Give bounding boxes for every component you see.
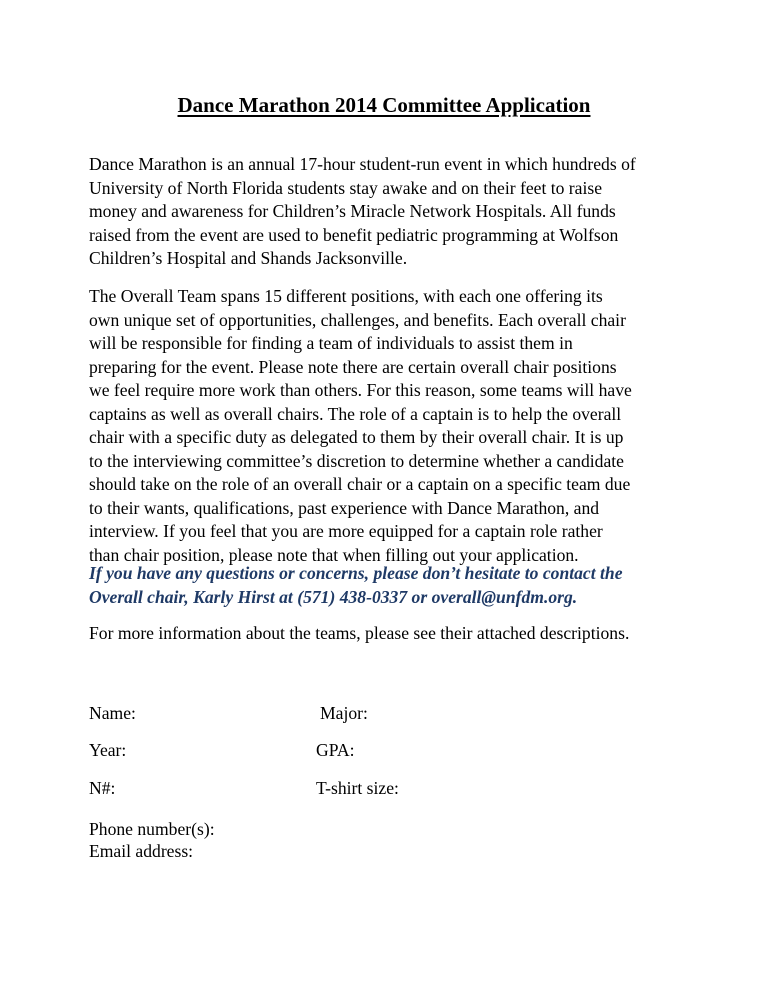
gpa-label: GPA: bbox=[316, 740, 355, 760]
paragraph-line: should take on the role of an overall chair or a captain on a specific team due bbox=[89, 474, 631, 494]
major-label: Major: bbox=[320, 703, 368, 723]
paragraph-line: will be responsible for finding a team of individuals to assist them in bbox=[89, 333, 573, 353]
document-title: Dance Marathon 2014 Committee Application bbox=[177, 93, 591, 117]
intro-paragraph bbox=[89, 153, 689, 271]
more-info-paragraph bbox=[89, 622, 689, 646]
paragraph-line: interview. If you feel that you are more equipped for a captain role rather bbox=[89, 521, 603, 541]
paragraph-line: money and awareness for Children’s Miracle Network Hospitals. All funds bbox=[89, 201, 616, 221]
paragraph-line: than chair position, please note that when filling out your application. bbox=[89, 544, 579, 565]
paragraph-line: Dance Marathon is an annual 17-hour student-run event in which hundreds of bbox=[89, 154, 636, 174]
contact-note bbox=[89, 562, 689, 609]
name-label: Name: bbox=[89, 703, 136, 723]
contact-note-line: If you have any questions or concerns, please don’t hesitate to contact the bbox=[89, 563, 623, 583]
overall-team-paragraph bbox=[89, 285, 689, 567]
email-address-label: Email address: bbox=[89, 841, 194, 861]
n-number-label: N#: bbox=[89, 778, 116, 798]
tshirt-size-label: T-shirt size: bbox=[316, 778, 399, 798]
paragraph-line: The Overall Team spans 15 different positions, with each one offering its bbox=[89, 286, 603, 306]
paragraph-line: to the interviewing committee’s discretion to determine whether a candidate bbox=[89, 450, 624, 471]
paragraph-line: preparing for the event. Please note there are certain overall chair positions bbox=[89, 356, 617, 377]
paragraph-line: to their wants, qualifications, past experience with Dance Marathon, and bbox=[89, 497, 600, 518]
contact-note-line: Overall chair, Karly Hirst at (571) 438-0337 or overall@unfdm.org. bbox=[89, 586, 578, 607]
paragraph-line: captains as well as overall chairs. The role of a captain is to help the overall bbox=[89, 403, 622, 424]
paragraph-line: own unique set of opportunities, challenges, and benefits. Each overall chair bbox=[89, 309, 626, 330]
paragraph-line: For more information about the teams, please see their attached descriptions. bbox=[89, 623, 630, 643]
phone-number-label: Phone number(s): bbox=[89, 819, 215, 839]
paragraph-line: raised from the event are used to benefit pediatric programming at Wolfson bbox=[89, 224, 619, 245]
paragraph-line: University of North Florida students stay awake and on their feet to raise bbox=[89, 177, 603, 198]
paragraph-line: Children’s Hospital and Shands Jacksonville. bbox=[89, 248, 408, 268]
paragraph-line: chair with a specific duty as delegated to them by their overall chair. It is up bbox=[89, 427, 624, 447]
year-label: Year: bbox=[89, 740, 127, 760]
paragraph-line: we feel require more work than others. For this reason, some teams will have bbox=[89, 380, 632, 400]
